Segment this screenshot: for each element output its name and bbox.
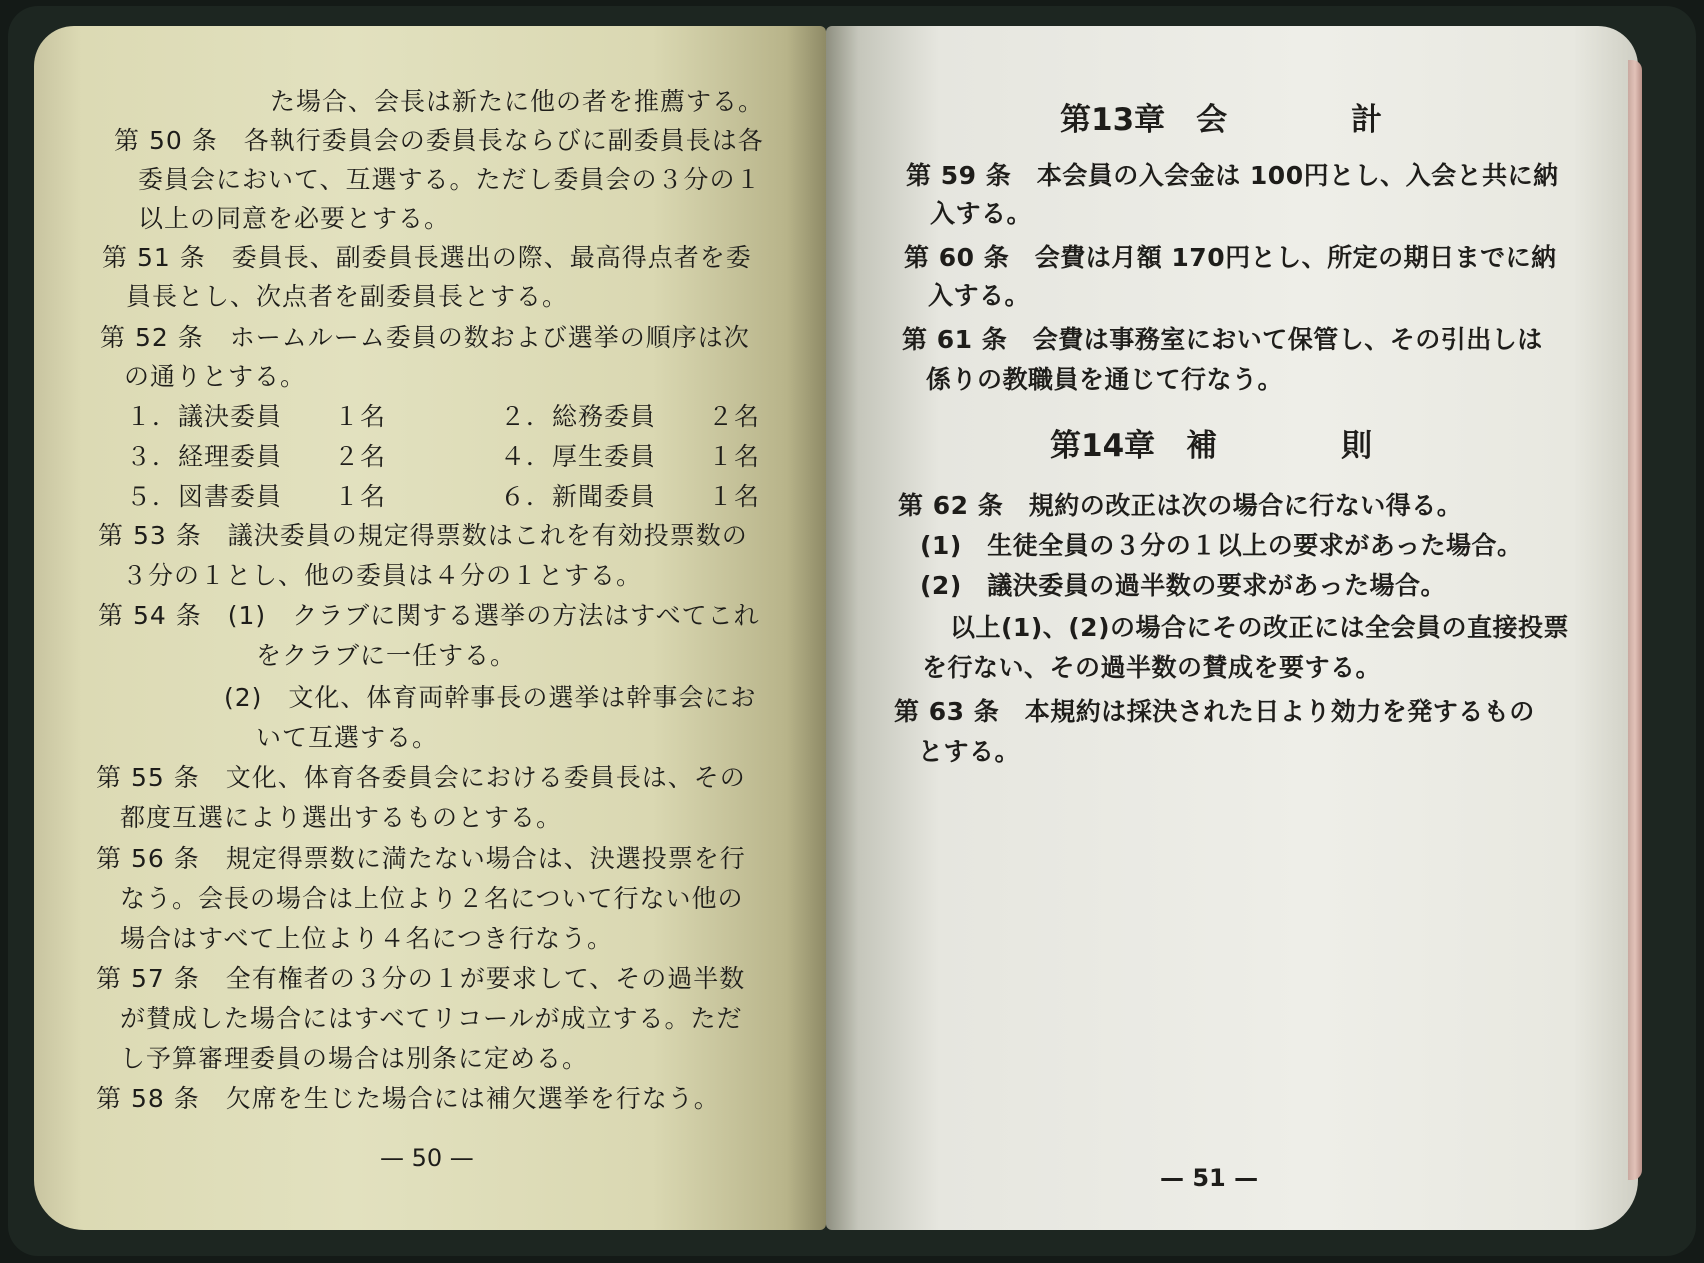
article-55: 第 55 条 文化、体育各委員会における委員長は、その	[96, 763, 746, 792]
article-61: 第 61 条 会費は事務室において保管し、その引出しは	[902, 325, 1543, 354]
article-text-line: 以上(1)、(2)の場合にその改正には全会員の直接投票	[950, 613, 1569, 642]
article-text-line: ３分の１とし、他の委員は４分の１とする。	[122, 561, 643, 590]
article-58: 第 58 条 欠席を生じた場合には補欠選挙を行なう。	[96, 1084, 720, 1113]
article-62-item-2: (2) 議決委員の過半数の要求があった場合。	[920, 571, 1446, 600]
committee-list-item: ４．厚生委員 １名	[500, 442, 761, 471]
article-text-line: 以上の同意を必要とする。	[138, 204, 451, 233]
committee-list-item: １．議決委員 １名	[126, 402, 387, 431]
article-text-line: を行ない、その過半数の賛成を要する。	[922, 653, 1382, 682]
article-text-line: なう。会長の場合は上位より２名について行ない他の	[120, 884, 744, 913]
article-59: 第 59 条 本会員の入会金は 100円とし、入会と共に納	[906, 161, 1559, 190]
left-page	[34, 26, 826, 1230]
page-number-right: — 51 —	[1160, 1164, 1259, 1192]
article-52: 第 52 条 ホームルーム委員の数および選挙の順序は次	[100, 323, 750, 352]
article-text-line: (2) 文化、体育両幹事長の選挙は幹事会にお	[224, 683, 757, 712]
article-54: 第 54 条 (1) クラブに関する選挙の方法はすべてこれ	[98, 601, 760, 630]
committee-list-item: ５．図書委員 １名	[126, 482, 387, 511]
chapter-13-heading: 第13章 会 計	[1060, 102, 1383, 138]
article-text-line: 都度互選により選出するものとする。	[120, 803, 563, 832]
article-text-line: いて互選する。	[256, 723, 439, 752]
committee-list-item: ３．経理委員 ２名	[126, 442, 387, 471]
article-50: 第 50 条 各執行委員会の委員長ならびに副委員長は各	[114, 126, 764, 155]
article-text-line: た場合、会長は新たに他の者を推薦する。	[270, 87, 765, 116]
chapter-14-heading: 第14章 補 則	[1050, 428, 1373, 464]
article-text-line: の通りとする。	[124, 362, 307, 391]
committee-list-item: ２．総務委員 ２名	[500, 402, 761, 431]
article-63: 第 63 条 本規約は採決された日より効力を発するもの	[894, 697, 1535, 726]
article-51: 第 51 条 委員長、副委員長選出の際、最高得点者を委	[102, 243, 752, 272]
article-text-line: をクラブに一任する。	[256, 641, 517, 670]
article-text-line: 委員会において、互選する。ただし委員会の３分の１	[138, 165, 762, 194]
article-text-line: が賛成した場合にはすべてリコールが成立する。ただ	[120, 1004, 743, 1033]
page-number-left: — 50 —	[380, 1144, 474, 1172]
page-edges	[1628, 60, 1642, 1180]
committee-list-item: ６．新聞委員 １名	[500, 482, 761, 511]
article-text-line: 員長とし、次点者を副委員長とする。	[126, 282, 569, 311]
article-62: 第 62 条 規約の改正は次の場合に行ない得る。	[898, 491, 1463, 520]
article-text-line: 係りの教職員を通じて行なう。	[926, 365, 1284, 394]
article-text-line: とする。	[918, 737, 1021, 766]
article-text-line: 入する。	[928, 281, 1031, 310]
article-56: 第 56 条 規定得票数に満たない場合は、決選投票を行	[96, 844, 746, 873]
article-text-line: 場合はすべて上位より４名につき行なう。	[120, 924, 614, 953]
article-57: 第 57 条 全有権者の３分の１が要求して、その過半数	[96, 964, 746, 993]
article-text-line: 入する。	[930, 199, 1033, 228]
article-60: 第 60 条 会費は月額 170円とし、所定の期日までに納	[904, 243, 1557, 272]
article-62-item-1: (1) 生徒全員の３分の１以上の要求があった場合。	[920, 531, 1523, 560]
right-page	[826, 26, 1638, 1230]
article-53: 第 53 条 議決委員の規定得票数はこれを有効投票数の	[98, 521, 748, 550]
article-text-line: し予算審理委員の場合は別条に定める。	[120, 1044, 589, 1073]
